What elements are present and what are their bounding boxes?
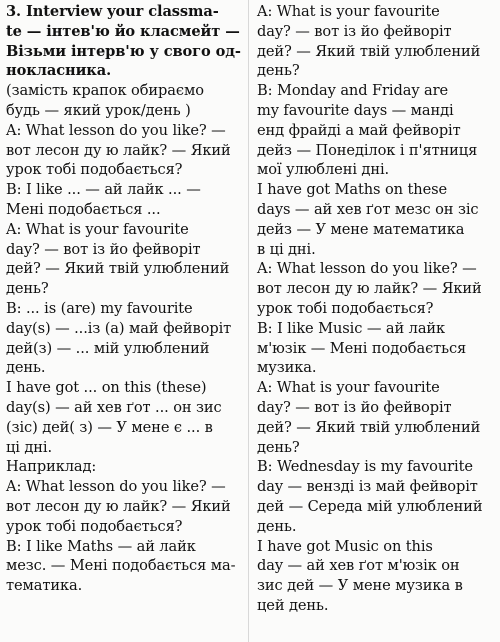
text-line: музика. bbox=[257, 359, 317, 377]
text-line: ці дні. bbox=[6, 438, 53, 456]
text-line: day(s) — ай хев ґот ... он зис bbox=[6, 398, 222, 416]
text-line: енд фрайді а май фейворіт bbox=[257, 121, 461, 139]
text-line: B: I like Maths — ай лайк bbox=[6, 537, 196, 555]
text-line: days — ай хев ґот мезс он зіс bbox=[257, 200, 479, 218]
task-heading-line: нокласника. bbox=[6, 62, 112, 80]
left-column bbox=[6, 2, 244, 596]
text-line: урок тобі подобається? bbox=[6, 161, 183, 179]
example-label: Наприклад: bbox=[6, 458, 97, 476]
text-line: Мені подобається ... bbox=[6, 200, 161, 218]
text-line: day(s) — ...із (а) май фейворіт bbox=[6, 319, 232, 337]
text-line: вот лесон ду ю лайк? — Який bbox=[6, 141, 231, 159]
text-line: day? — вот із йо фейворіт bbox=[257, 398, 452, 416]
text-line: день. bbox=[6, 359, 46, 377]
text-line: I have got Maths on these bbox=[257, 181, 448, 199]
text-line: урок тобі подобається? bbox=[6, 517, 183, 535]
text-line: дей? — Який твій улюблений bbox=[257, 418, 481, 436]
text-line: дей — Середа мій улюблений bbox=[257, 497, 483, 515]
text-line: A: What is your favourite bbox=[257, 3, 440, 20]
text-line: I have got Music on this bbox=[257, 537, 433, 555]
text-line: мезс. — Мені подобається ма- bbox=[6, 557, 236, 575]
text-line: вот лесон ду ю лайк? — Який bbox=[257, 280, 482, 298]
text-line: дейз — Понеділок і п'ятниця bbox=[257, 141, 478, 159]
text-line: дей(з) — ... мій улюблений bbox=[6, 339, 210, 357]
text-line: B: I like Music — ай лайк bbox=[257, 319, 446, 337]
text-line: дей? — Який твій улюблений bbox=[257, 42, 481, 60]
text-line: day? — вот із йо фейворіт bbox=[257, 22, 452, 40]
text-line: цей день. bbox=[257, 596, 329, 614]
text-line: A: What lesson do you like? — bbox=[6, 478, 226, 496]
text-line: день? bbox=[6, 280, 49, 298]
instruction-line: (замість крапок обираємо bbox=[6, 82, 204, 100]
text-line: day? — вот із йо фейворіт bbox=[6, 240, 201, 258]
text-line: I have got ... on this (these) bbox=[6, 379, 207, 397]
instruction-line: будь — який урок/день ) bbox=[6, 101, 191, 119]
text-line: (зіс) дей( з) — У мене є ... в bbox=[6, 418, 213, 436]
text-line: вот лесон ду ю лайк? — Який bbox=[6, 497, 231, 515]
column-divider bbox=[248, 0, 249, 642]
text-line: дей? — Який твій улюблений bbox=[6, 260, 230, 278]
right-column bbox=[257, 2, 495, 616]
text-line: B: Monday and Friday are bbox=[257, 82, 449, 100]
text-line: день. bbox=[257, 517, 297, 535]
task-heading-line: Візьми інтерв'ю у свого од- bbox=[6, 42, 241, 60]
text-line: B: Wednesday is my favourite bbox=[257, 458, 473, 476]
text-line: B: ... is (are) my favourite bbox=[6, 299, 193, 317]
text-line: day — вензді із май фейворіт bbox=[257, 478, 478, 496]
text-line: в ці дні. bbox=[257, 240, 316, 258]
text-line: урок тобі подобається? bbox=[257, 299, 434, 317]
text-line: мої улюблені дні. bbox=[257, 161, 390, 179]
text-line: my favourite days — манді bbox=[257, 101, 454, 119]
text-line: day — ай хев ґот м'юзік он bbox=[257, 557, 460, 575]
text-line: день? bbox=[257, 438, 300, 456]
text-line: B: I like ... — ай лайк ... — bbox=[6, 181, 201, 199]
text-line: A: What lesson do you like? — bbox=[257, 260, 477, 278]
text-line: дейз — У мене математика bbox=[257, 220, 465, 238]
text-line: A: What is your favourite bbox=[257, 379, 440, 397]
text-line: зис дей — У мене музика в bbox=[257, 577, 463, 595]
task-heading-line: te — інтев'ю йо класмейт — bbox=[6, 22, 240, 40]
text-line: м'юзік — Мені подобається bbox=[257, 339, 467, 357]
task-heading-line: 3. Interview your classma- bbox=[6, 3, 219, 20]
text-line: тематика. bbox=[6, 577, 83, 595]
text-line: A: What lesson do you like? — bbox=[6, 121, 226, 139]
text-line: A: What is your favourite bbox=[6, 220, 189, 238]
text-line: день? bbox=[257, 62, 300, 80]
